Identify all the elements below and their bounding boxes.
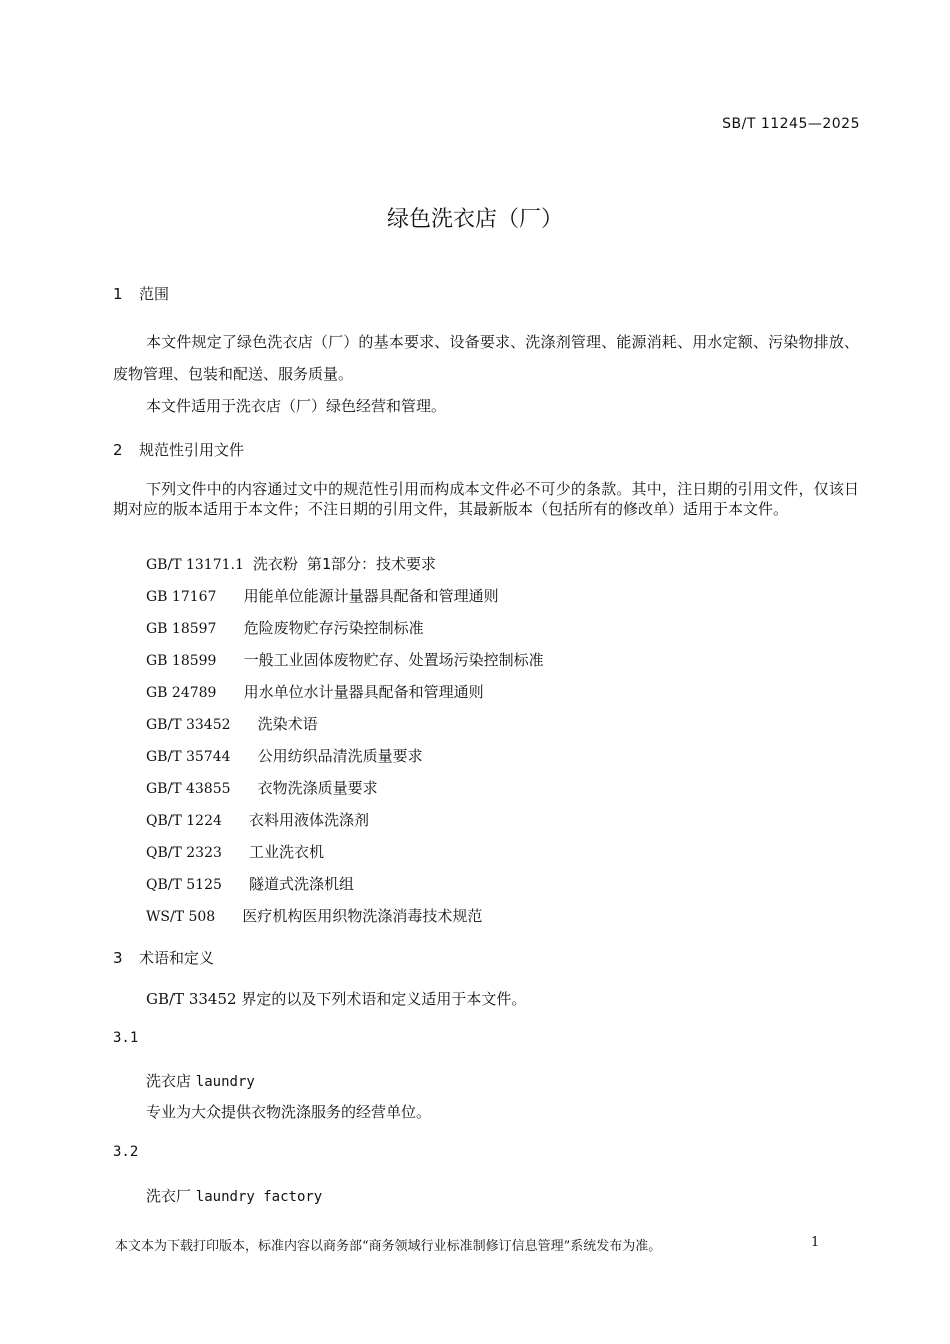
section-number: 3	[113, 949, 123, 967]
reference-item	[146, 905, 482, 926]
page-number: 1	[811, 1235, 820, 1250]
section-title: 规范性引用文件	[139, 441, 245, 459]
terms-intro: GB/T 33452 界定的以及下列术语和定义适用于本文件。	[146, 990, 527, 1008]
reference-code: QB/T 5125	[146, 877, 222, 893]
reference-item	[146, 553, 436, 574]
reference-title: 医疗机构医用织物洗涤消毒技术规范	[242, 907, 483, 925]
reference-title: 用能单位能源计量器具配备和管理通则	[243, 587, 499, 605]
term-number: 3.1	[113, 1030, 139, 1046]
reference-item	[146, 713, 318, 734]
reference-code: GB 18597	[146, 621, 217, 637]
term-heading	[146, 1070, 255, 1091]
document-code: SB/T 11245—2025	[722, 116, 860, 132]
term-en: laundry	[195, 1074, 255, 1090]
section-title: 术语和定义	[139, 949, 215, 967]
reference-title: 危险废物贮存污染控制标准	[243, 619, 424, 637]
reference-code: QB/T 2323	[146, 845, 222, 861]
reference-item	[146, 617, 424, 638]
reference-title: 洗衣粉 第1部分：技术要求	[252, 555, 436, 573]
reference-item	[146, 809, 369, 830]
section-2-heading	[113, 439, 244, 460]
reference-title: 隧道式洗涤机组	[249, 875, 355, 893]
reference-code: GB 24789	[146, 685, 217, 701]
reference-code: GB/T 43855	[146, 781, 231, 797]
section-1-heading	[113, 283, 169, 304]
reference-code: GB 17167	[146, 589, 217, 605]
term-zh: 洗衣厂	[146, 1187, 192, 1205]
term-zh: 洗衣店	[146, 1072, 192, 1090]
document-title: 绿色洗衣店（厂）	[386, 207, 563, 232]
term-en: laundry factory	[195, 1189, 323, 1205]
reference-title: 公用纺织品清洗质量要求	[257, 747, 423, 765]
reference-item	[146, 873, 354, 894]
section-number: 1	[113, 285, 123, 303]
reference-title: 工业洗衣机	[249, 843, 325, 861]
reference-title: 一般工业固体废物贮存、处置场污染控制标准	[243, 651, 544, 669]
normative-references-intro: 下列文件中的内容通过文中的规范性引用而构成本文件必不可少的条款。其中，注日期的引用文件，仅该日期对应的版本适用于本文件；不注日期的引用文件，其最新版本（包括所有的修改单）适用于本文件。	[113, 480, 859, 518]
reference-title: 衣物洗涤质量要求	[257, 779, 378, 797]
scope-paragraph: 本文件规定了绿色洗衣店（厂）的基本要求、设备要求、洗涤剂管理、能源消耗、用水定额、污染物排放、废物管理、包装和配送、服务质量。	[113, 333, 859, 383]
reference-item	[146, 681, 484, 702]
reference-code: GB/T 13171.1	[146, 557, 244, 573]
term-definition: 专业为大众提供衣物洗涤服务的经营单位。	[146, 1103, 432, 1121]
reference-code: GB 18599	[146, 653, 217, 669]
reference-item	[146, 585, 499, 606]
reference-item	[146, 745, 423, 766]
scope-applicability: 本文件适用于洗衣店（厂）绿色经营和管理。	[146, 397, 447, 415]
reference-code: GB/T 33452	[146, 717, 231, 733]
footer-notice: 本文本为下载打印版本，标准内容以商务部“商务领域行业标准制修订信息管理”系统发布为准。	[115, 1239, 662, 1254]
reference-code: GB/T 35744	[146, 749, 231, 765]
section-3-heading	[113, 947, 214, 968]
reference-item	[146, 649, 544, 670]
term-number: 3.2	[113, 1144, 139, 1160]
term-heading	[146, 1185, 322, 1206]
reference-item	[146, 841, 324, 862]
reference-title: 衣料用液体洗涤剂	[249, 811, 370, 829]
section-number: 2	[113, 441, 123, 459]
reference-title: 用水单位水计量器具配备和管理通则	[243, 683, 484, 701]
reference-item	[146, 777, 378, 798]
section-title: 范围	[139, 285, 170, 303]
reference-code: WS/T 508	[146, 909, 216, 925]
reference-code: QB/T 1224	[146, 813, 222, 829]
reference-title: 洗染术语	[257, 715, 318, 733]
